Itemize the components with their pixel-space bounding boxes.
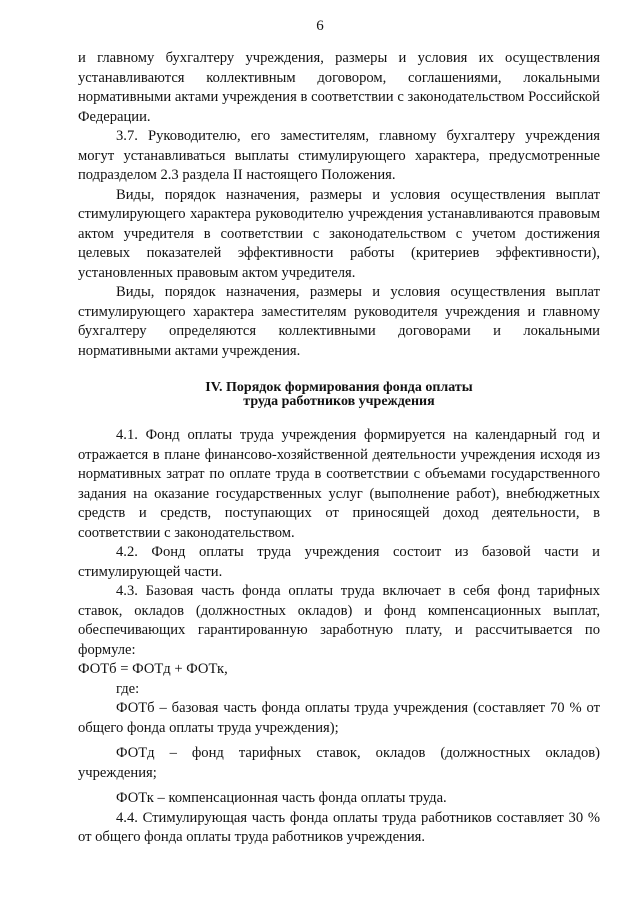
paragraph-director-bonuses: Виды, порядок назначения, размеры и условия осуществления выплат стимулирующего характера руководителю учреждения устанавливаются правовым актом учредителя в соответствии с законодательством с учетом достижения целевых показателей эффективности работы (критериев эффективности), установленных правовым актом учредителя. [78, 186, 600, 281]
document-body [78, 49, 600, 848]
paragraph-4-3: 4.3. Базовая часть фонда оплаты труда включает в себя фонд тарифных ставок, окладов (должностных окладов) и фонд компенсационных выплат, обеспечивающих гарантированную заработную плату, и рассчитывается по формуле: [78, 583, 600, 658]
definition-fotk: ФОТк – компенсационная часть фонда оплаты труда. [116, 790, 447, 806]
paragraph-4-2: 4.2. Фонд оплаты труда учреждения состоит из базовой части и стимулирующей части. [78, 544, 600, 580]
definition-fotb: ФОТб – базовая часть фонда оплаты труда учреждения (составляет 70 % от общего фонда оплаты труда учреждения); [78, 700, 600, 736]
section-heading-line-2: труда работников учреждения [243, 394, 435, 409]
definition-fotd: ФОТд – фонд тарифных ставок, окладов (должностных окладов) учреждения; [78, 745, 600, 781]
section-heading-iv [78, 381, 600, 409]
paragraph-continuation: и главному бухгалтеру учреждения, размеры и условия их осуществления устанавливаются коллективным договором, соглашениями, локальными нормативными актами учреждения в соответствии с законодательством Российской Федерации. [78, 50, 600, 125]
paragraph-deputy-bonuses: Виды, порядок назначения, размеры и условия осуществления выплат стимулирующего характера заместителям руководителя учреждения и главному бухгалтеру определяются коллективными договорами и локальными нормативными актами учреждения. [78, 284, 600, 359]
formula: ФОТб = ФОТд + ФОТк, [78, 661, 228, 677]
page-number: 6 [316, 18, 324, 34]
paragraph-4-1: 4.1. Фонд оплаты труда учреждения формируется на календарный год и отражается в плане финансово-хозяйственной деятельности учреждения исходя из нормативных затрат по оплате труда в соответствии с объемами государственного задания на оказание государственных услуг (выполнение работ), внебюджетных средств и средств, поступающих от приносящей доход деятельности, в соответствии с законодательством. [78, 427, 600, 541]
section-heading-line-1: IV. Порядок формирования фонда оплаты [205, 380, 473, 395]
paragraph-3-7: 3.7. Руководителю, его заместителям, главному бухгалтеру учреждения могут устанавливаться выплаты стимулирующего характера, предусмотренные подразделом 2.3 раздела II настоящего Положения. [78, 128, 600, 183]
where-label: где: [116, 680, 140, 697]
paragraph-4-4: 4.4. Стимулирующая часть фонда оплаты труда работников составляет 30 % от общего фонда оплаты труда работников учреждения. [78, 809, 600, 845]
